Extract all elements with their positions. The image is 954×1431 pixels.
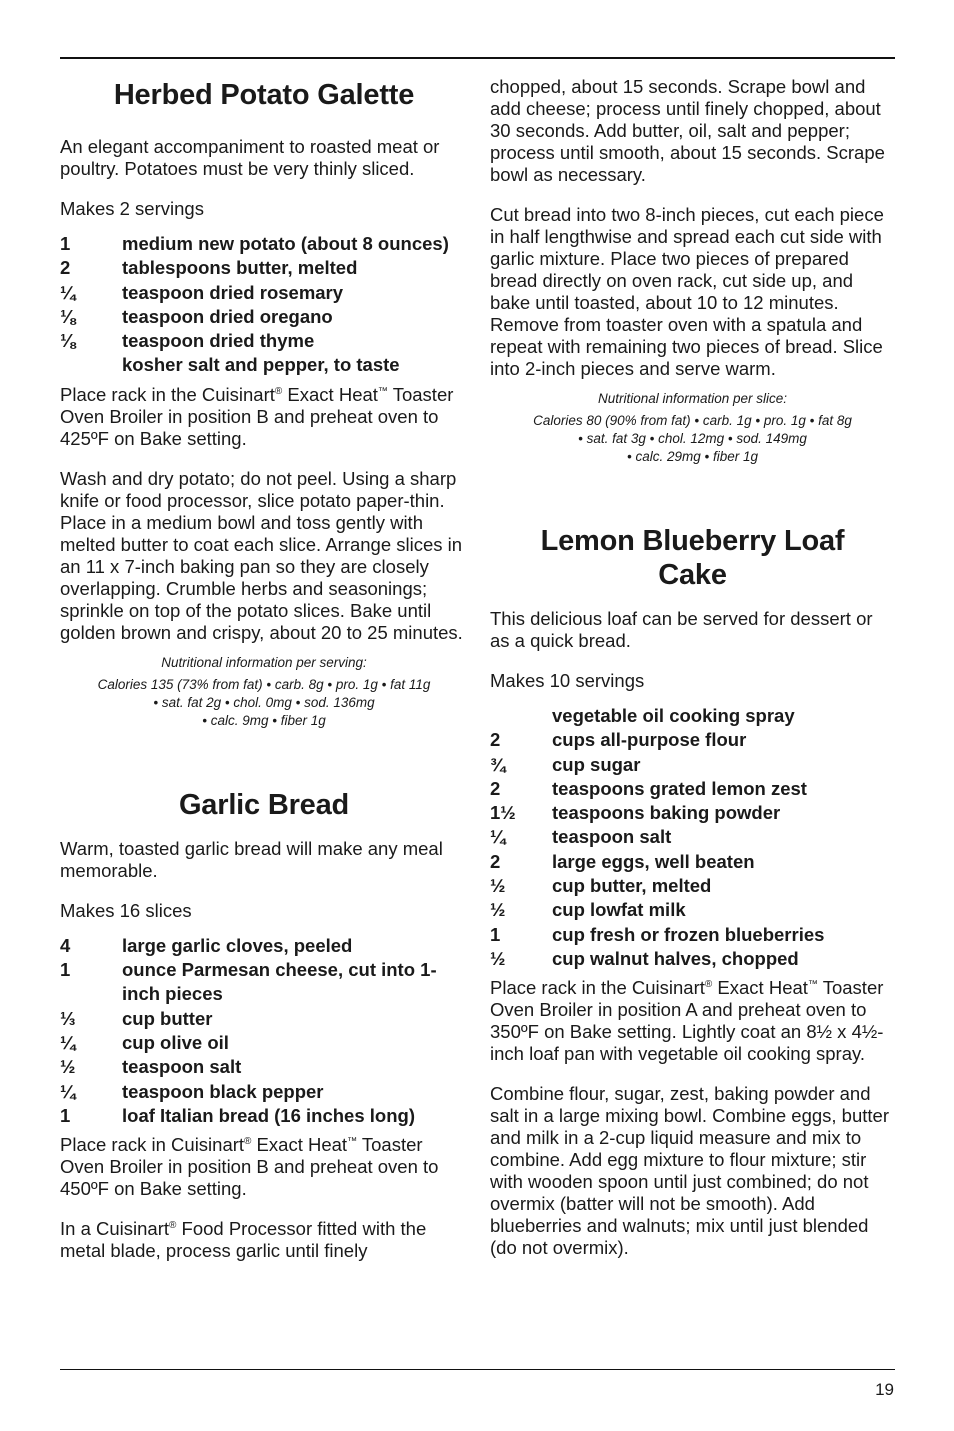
ingredient-text: cup walnut halves, chopped	[552, 947, 799, 969]
ingredient-item	[490, 777, 895, 801]
ingredient-text: cup olive oil	[122, 1031, 229, 1053]
ingredient-quantity: 1	[60, 233, 71, 254]
lemon-step-1: Place rack in the Cuisinart® Exact Heat™ Toaster Oven Broiler in position A and preheat oven to 350ºF on Bake setting. Lightly coat an 8½ x 4½-inch loaf pan with vegetable oil cooking spray.	[490, 977, 884, 1065]
ingredient-text: teaspoon salt	[122, 1056, 242, 1078]
recipe-title-galette: Herbed Potato Galette	[113, 79, 415, 111]
ingredient-quantity: ½	[490, 899, 506, 921]
ingredient-text: tablespoons butter, melted	[122, 257, 358, 279]
ingredient-item	[490, 753, 895, 777]
galette-step-1: Place rack in the Cuisinart® Exact Heat™ Toaster Oven Broiler in position B and preheat oven to 425ºF on Bake setting.	[60, 383, 454, 449]
ingredient-quantity: ½	[490, 875, 506, 897]
ingredient-text: kosher salt and pepper, to taste	[122, 354, 400, 376]
ingredient-text: medium new potato (about 8 ounces)	[122, 233, 449, 254]
galette-ingredients	[60, 232, 468, 378]
galette-nutrition-line: • calc. 9mg • fiber 1g	[202, 712, 326, 728]
ingredient-text: teaspoons baking powder	[552, 802, 781, 824]
left-column	[60, 72, 468, 1262]
galette-step-2: Wash and dry potato; do not peel. Using a sharp knife or food processor, slice potato paper-thin. Place in a medium bowl and toss gently with melted butter to coat each slice. Arrange slices in an 11 x 7-inch baking pan so they are closely overlapping. Crumble herbs and seasonings; sprinkle on top of the potato slices. Bake until golden brown and crispy, about 20 to 25 minutes.	[60, 467, 463, 643]
garlic-nutrition-heading: Nutritional information per slice:	[597, 391, 788, 406]
galette-nutrition-line: • sat. fat 2g • chol. 0mg • sod. 136mg	[153, 694, 375, 710]
ingredient-text: cups all-purpose flour	[552, 729, 747, 751]
galette-servings: Makes 2 servings	[60, 198, 204, 219]
bottom-rule	[60, 1369, 895, 1370]
ingredient-text: teaspoons grated lemon zest	[552, 777, 807, 799]
ingredient-item	[490, 874, 895, 898]
ingredient-item	[60, 232, 468, 256]
lemon-servings: Makes 10 servings	[490, 670, 645, 691]
garlic-nutrition-line: • sat. fat 3g • chol. 12mg • sod. 149mg	[578, 431, 807, 446]
ingredient-text: cup butter, melted	[552, 875, 712, 897]
ingredient-item	[60, 256, 468, 280]
garlic-ingredients	[60, 934, 468, 1128]
ingredient-item	[60, 1080, 468, 1104]
ingredient-item	[60, 1104, 468, 1128]
ingredient-quantity	[490, 704, 552, 728]
ingredient-quantity: ⅛	[60, 330, 76, 352]
garlic-intro: Warm, toasted garlic bread will make any meal memorable.	[60, 837, 443, 881]
ingredient-text: cup fresh or frozen blueberries	[552, 923, 825, 945]
ingredient-quantity: ¾	[490, 753, 506, 775]
ingredient-item	[490, 728, 895, 752]
garlic-step-2-continued: chopped, about 15 seconds. Scrape bowl and add cheese; process until finely chopped, about 30 seconds. Add butter, oil, salt and pepper; process until smooth, about 15 seconds. Scrape bowl as necessary.	[490, 76, 885, 185]
ingredient-text: teaspoon dried rosemary	[122, 281, 344, 303]
ingredient-item	[490, 850, 895, 874]
ingredient-item	[490, 947, 895, 971]
lemon-intro: This delicious loaf can be served for dessert or as a quick bread.	[490, 608, 873, 651]
recipe-title-lemon-blueberry: Lemon Blueberry Loaf Cake	[540, 525, 845, 591]
ingredient-quantity: ⅓	[60, 1007, 76, 1029]
ingredient-quantity: 2	[60, 257, 71, 279]
ingredient-quantity: 1	[60, 1104, 71, 1126]
ingredient-quantity: 4	[60, 934, 71, 956]
ingredient-quantity	[60, 353, 122, 377]
ingredient-text: cup butter	[122, 1007, 213, 1029]
galette-nutrition-line: Calories 135 (73% from fat) • carb. 8g • pro. 1g • fat 11g	[97, 676, 431, 692]
garlic-step-3: Cut bread into two 8-inch pieces, cut each piece in half lengthwise and spread each cut side with garlic mixture. Place two pieces of prepared bread directly on oven rack, cut side up, and bake until toasted, about 10 to 12 minutes. Remove from toaster oven with a spatula and repeat with remaining two pieces of bread. Slice into 2-inch pieces and serve warm.	[490, 204, 884, 379]
lemon-ingredients	[490, 704, 895, 971]
garlic-step-1: Place rack in Cuisinart® Exact Heat™ Toaster Oven Broiler in position B and preheat oven to 450ºF on Bake setting.	[60, 1134, 439, 1200]
ingredient-item	[60, 305, 468, 329]
ingredient-text: vegetable oil cooking spray	[552, 705, 795, 726]
galette-intro: An elegant accompaniment to roasted meat or poultry. Potatoes must be very thinly sliced.	[60, 136, 440, 179]
recipe-title-garlic-bread: Garlic Bread	[178, 788, 350, 821]
ingredient-quantity: ¼	[60, 1080, 76, 1102]
ingredient-quantity: 1½	[490, 802, 516, 824]
ingredient-text: teaspoon salt	[552, 826, 672, 848]
ingredient-text: ounce Parmesan cheese, cut into 1-inch pieces	[122, 959, 437, 1005]
ingredient-quantity: ½	[490, 947, 506, 969]
ingredient-quantity: ¼	[60, 281, 76, 303]
ingredient-quantity: 2	[490, 777, 501, 799]
top-rule	[60, 57, 895, 59]
ingredient-item	[490, 704, 895, 728]
ingredient-item	[60, 1007, 468, 1031]
ingredient-quantity: ⅛	[60, 305, 76, 327]
ingredient-text: cup sugar	[552, 753, 641, 775]
ingredient-item	[490, 825, 895, 849]
ingredient-quantity: 2	[490, 850, 501, 872]
ingredient-text: large garlic cloves, peeled	[122, 934, 353, 956]
ingredient-text: large eggs, well beaten	[552, 850, 755, 872]
ingredient-item	[490, 898, 895, 922]
ingredient-text: loaf Italian bread (16 inches long)	[122, 1104, 415, 1126]
ingredient-item	[60, 934, 468, 958]
galette-nutrition-heading: Nutritional information per serving:	[161, 654, 367, 670]
lemon-step-2: Combine flour, sugar, zest, baking powder and salt in a large mixing bowl. Combine eggs, butter and milk in a 2-cup liquid measure and mix to combine. Add egg mixture to flour mixture; stir with wooden spoon until just combined; do not overmix (batter will not be smooth). Add blueberries and walnuts; mix until just blended (do not overmix).	[490, 1083, 889, 1259]
garlic-servings: Makes 16 slices	[60, 899, 192, 921]
ingredient-item	[60, 281, 468, 305]
ingredient-item	[60, 1031, 468, 1055]
ingredient-text: teaspoon dried oregano	[122, 305, 333, 327]
ingredient-text: teaspoon dried thyme	[122, 330, 315, 352]
ingredient-item	[60, 353, 468, 377]
right-column	[490, 72, 895, 1259]
ingredient-quantity: ½	[60, 1056, 76, 1078]
ingredient-quantity: ¼	[490, 826, 506, 848]
page-number: 19	[875, 1380, 894, 1399]
ingredient-item	[490, 923, 895, 947]
ingredient-quantity: 1	[60, 959, 71, 981]
ingredient-item	[490, 801, 895, 825]
ingredient-quantity: 2	[490, 729, 501, 751]
ingredient-item	[60, 1055, 468, 1079]
garlic-nutrition-line: Calories 80 (90% from fat) • carb. 1g • pro. 1g • fat 8g	[533, 413, 852, 428]
ingredient-text: cup lowfat milk	[552, 899, 686, 921]
garlic-step-2: In a Cuisinart® Food Processor fitted with the metal blade, process garlic until finely	[60, 1218, 427, 1262]
ingredient-text: teaspoon black pepper	[122, 1080, 324, 1102]
ingredient-item	[60, 958, 468, 1007]
garlic-nutrition-line: • calc. 29mg • fiber 1g	[626, 449, 758, 464]
ingredient-quantity: 1	[490, 923, 501, 945]
ingredient-quantity: ¼	[60, 1031, 76, 1053]
ingredient-item	[60, 329, 468, 353]
